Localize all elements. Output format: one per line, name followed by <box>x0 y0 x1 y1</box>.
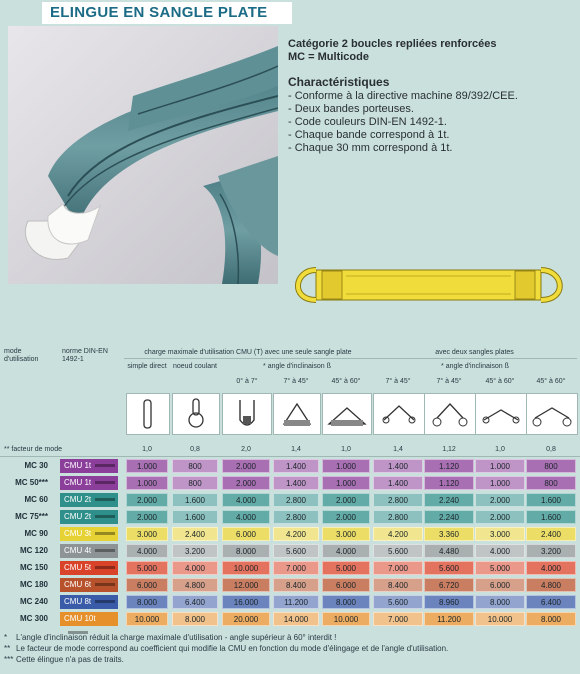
table-cell: 11.200 <box>273 595 319 609</box>
factor-value: 0,8 <box>546 446 556 453</box>
stripe-marker <box>95 464 115 467</box>
mode-label: mode d'utilisation <box>4 348 39 363</box>
table-cell: 8.000 <box>126 595 168 609</box>
table-cell: 8.960 <box>424 595 474 609</box>
color-code-badge <box>60 578 118 592</box>
table-cell: 8.000 <box>222 544 270 558</box>
table-cell: 800 <box>526 476 576 490</box>
table-cell: 12.000 <box>222 578 270 592</box>
two-leg-wide-choker-icon <box>526 393 578 435</box>
table-cell: 2.800 <box>273 493 319 507</box>
row-model-name: MC 120 <box>19 546 48 555</box>
table-cell: 8.400 <box>373 578 423 592</box>
color-code-label: CMU 4t <box>64 546 92 555</box>
stripe-marker <box>95 498 115 501</box>
table-divider <box>0 456 580 457</box>
table-cell: 5.600 <box>373 595 423 609</box>
factor-value: 1,12 <box>442 446 456 453</box>
row-model-name: MC 240 <box>19 597 48 606</box>
simple-direct-icon <box>126 393 170 435</box>
table-cell: 20.000 <box>222 612 270 626</box>
table-cell: 800 <box>172 476 218 490</box>
table-cell: 4.000 <box>222 510 270 524</box>
table-cell: 4.200 <box>273 527 319 541</box>
table-cell: 3.200 <box>526 544 576 558</box>
factor-value: 1,0 <box>341 446 351 453</box>
table-cell: 10.000 <box>222 561 270 575</box>
stripe-marker <box>95 600 115 603</box>
row-model-name: MC 300 <box>19 614 48 623</box>
factor-value: 1,4 <box>291 446 301 453</box>
color-code-label: CMU 1t <box>64 461 92 470</box>
table-cell: 2.000 <box>222 476 270 490</box>
table-cell: 2.800 <box>273 510 319 524</box>
table-cell: 4.000 <box>526 561 576 575</box>
table-cell: 10.000 <box>475 612 525 626</box>
color-code-label: CMU 2t <box>64 512 92 521</box>
single-sling-header: charge maximale d'utilisation CMU (T) avec une seule sangle plate <box>144 349 352 356</box>
table-cell: 2.000 <box>126 493 168 507</box>
color-code-label: CMU 10t <box>64 614 96 623</box>
table-cell: 2.000 <box>126 510 168 524</box>
table-cell: 1.000 <box>126 459 168 473</box>
characteristic-item: - Conforme à la directive machine 89/392/CEE. <box>288 90 518 102</box>
basket-wide-angle-icon <box>322 393 372 435</box>
angle-label: 7° à 45° <box>385 378 411 385</box>
header-divider <box>124 358 577 359</box>
angle-label: 0° à 7° <box>236 378 258 385</box>
table-cell: 5.600 <box>273 544 319 558</box>
title-banner <box>42 2 292 24</box>
color-code-label: CMU 8t <box>64 597 92 606</box>
table-cell: 2.000 <box>475 510 525 524</box>
characteristics-list <box>288 90 573 155</box>
table-cell: 5.000 <box>475 561 525 575</box>
norme-label: norme DIN-EN 1492-1 <box>62 348 108 363</box>
table-cell: 3.360 <box>424 527 474 541</box>
color-code-label: CMU 3t <box>64 529 92 538</box>
yellow-sling-drawing <box>286 262 571 308</box>
table-row <box>0 509 580 525</box>
col-noeud-coulant: noeud coulant <box>173 363 217 370</box>
multicode-text: MC = Multicode <box>288 51 369 63</box>
category-text: Catégorie 2 boucles repliées renforcées <box>288 38 497 50</box>
angle-label: 7° à 45° <box>436 378 462 385</box>
table-cell: 1.600 <box>172 493 218 507</box>
color-code-badge <box>60 459 118 473</box>
col-simple-direct: simple direct <box>127 363 167 370</box>
table-cell: 1.400 <box>273 476 319 490</box>
stripe-marker <box>95 583 115 586</box>
table-cell: 1.000 <box>322 476 370 490</box>
table-cell: 2.000 <box>322 493 370 507</box>
color-code-badge <box>60 561 118 575</box>
table-cell: 1.400 <box>373 476 423 490</box>
table-cell: 2.800 <box>373 510 423 524</box>
two-leg-icon <box>373 393 425 435</box>
factor-value: 0,8 <box>190 446 200 453</box>
characteristic-item: - Chaque bande correspond à 1t. <box>288 129 450 141</box>
table-cell: 4.800 <box>172 578 218 592</box>
table-cell: 14.000 <box>273 612 319 626</box>
color-code-badge <box>60 527 118 541</box>
table-cell: 1.000 <box>322 459 370 473</box>
sling-photo-illustration <box>8 26 278 284</box>
stripe-marker <box>95 549 115 552</box>
table-cell: 2.000 <box>222 459 270 473</box>
table-cell: 1.600 <box>172 510 218 524</box>
info-block <box>288 38 573 155</box>
table-cell: 1.400 <box>273 459 319 473</box>
table-cell: 8.400 <box>273 578 319 592</box>
table-cell: 6.000 <box>322 578 370 592</box>
angle-header-single: * angle d'inclinaison ß <box>263 363 331 370</box>
table-cell: 4.000 <box>172 561 218 575</box>
row-model-name: MC 180 <box>19 580 48 589</box>
stripe-marker <box>95 515 115 518</box>
table-row <box>0 611 580 627</box>
table-cell: 1.000 <box>126 476 168 490</box>
two-leg-wide-icon <box>475 393 527 435</box>
table-cell: 16.000 <box>222 595 270 609</box>
factor-label: ** facteur de mode <box>4 446 62 453</box>
row-model-name: MC 50*** <box>15 478 48 487</box>
row-model-name: MC 75*** <box>15 512 48 521</box>
footnote: * L'angle d'inclinaison réduit la charge maximale d'utilisation - angle supérieur à 60° interdit ! <box>4 633 337 642</box>
table-cell: 2.240 <box>424 510 474 524</box>
footnote: *** Cette élingue n'a pas de traits. <box>4 655 124 664</box>
page-title: ELINGUE EN SANGLE PLATE <box>50 4 268 21</box>
factor-value: 2,0 <box>241 446 251 453</box>
factor-value: 1,0 <box>142 446 152 453</box>
table-cell: 2.000 <box>475 493 525 507</box>
footnote: ** Le facteur de mode correspond au coefficient qui modifie la CMU en fonction du mode d'élingage et de l'angle d'utilisation. <box>4 644 449 653</box>
choker-hitch-icon <box>172 393 220 435</box>
basket-angle-icon <box>273 393 321 435</box>
color-code-badge <box>60 595 118 609</box>
angle-label: 7° à 45° <box>283 378 309 385</box>
table-cell: 1.000 <box>475 459 525 473</box>
table-cell: 800 <box>172 459 218 473</box>
table-cell: 2.400 <box>172 527 218 541</box>
row-model-name: MC 150 <box>19 563 48 572</box>
table-cell: 800 <box>526 459 576 473</box>
table-cell: 4.200 <box>373 527 423 541</box>
table-cell: 6.400 <box>172 595 218 609</box>
characteristic-item: - Code couleurs DIN-EN 1492-1. <box>288 116 447 128</box>
double-sling-header: avec deux sangles plates <box>435 349 514 356</box>
table-cell: 5.600 <box>373 544 423 558</box>
table-cell: 5.600 <box>424 561 474 575</box>
color-code-badge <box>60 544 118 558</box>
characteristics-heading: Charactéristiques <box>288 75 390 89</box>
table-cell: 5.000 <box>322 561 370 575</box>
two-leg-choker-icon <box>424 393 476 435</box>
table-cell: 7.000 <box>273 561 319 575</box>
table-cell: 8.000 <box>322 595 370 609</box>
table-cell: 3.200 <box>172 544 218 558</box>
table-cell: 7.000 <box>373 561 423 575</box>
table-cell: 1.120 <box>424 459 474 473</box>
table-cell: 5.000 <box>126 561 168 575</box>
table-cell: 4.000 <box>322 544 370 558</box>
color-code-label: CMU 1t <box>64 478 92 487</box>
table-cell: 2.400 <box>526 527 576 541</box>
table-row <box>0 543 580 559</box>
table-cell: 11.200 <box>424 612 474 626</box>
color-code-label: CMU 5t <box>64 563 92 572</box>
table-cell: 1.000 <box>475 476 525 490</box>
table-row <box>0 560 580 576</box>
color-code-badge <box>60 612 118 626</box>
table-row <box>0 458 580 474</box>
characteristic-item: - Chaque 30 mm correspond à 1t. <box>288 142 453 154</box>
table-cell: 1.120 <box>424 476 474 490</box>
table-cell: 6.000 <box>475 578 525 592</box>
table-cell: 1.600 <box>526 510 576 524</box>
table-cell: 3.000 <box>475 527 525 541</box>
table-cell: 10.000 <box>322 612 370 626</box>
color-code-badge <box>60 510 118 524</box>
basket-vertical-icon <box>222 393 272 435</box>
factor-value: 1,0 <box>495 446 505 453</box>
table-cell: 3.000 <box>322 527 370 541</box>
color-code-badge <box>60 493 118 507</box>
color-code-label: CMU 6t <box>64 580 92 589</box>
row-model-name: MC 30 <box>24 461 48 470</box>
table-cell: 6.000 <box>126 578 168 592</box>
table-cell: 6.400 <box>526 595 576 609</box>
table-cell: 6.720 <box>424 578 474 592</box>
row-model-name: MC 60 <box>24 495 48 504</box>
table-cell: 8.000 <box>172 612 218 626</box>
stripe-marker <box>95 532 115 535</box>
factor-value: 1,4 <box>393 446 403 453</box>
table-cell: 8.000 <box>526 612 576 626</box>
table-cell: 2.800 <box>373 493 423 507</box>
table-cell: 2.240 <box>424 493 474 507</box>
angle-header-double: * angle d'inclinaison ß <box>441 363 509 370</box>
footnotes <box>4 632 574 665</box>
table-row <box>0 475 580 491</box>
table-cell: 7.000 <box>373 612 423 626</box>
table-cell: 2.000 <box>322 510 370 524</box>
angle-label: 45° à 60° <box>536 378 566 385</box>
angle-label: 45° à 60° <box>485 378 515 385</box>
table-cell: 4.800 <box>526 578 576 592</box>
stripe-marker <box>95 566 115 569</box>
table-row <box>0 594 580 610</box>
color-code-badge <box>60 476 118 490</box>
row-model-name: MC 90 <box>24 529 48 538</box>
stripe-marker <box>95 481 115 484</box>
angle-label: 45° à 60° <box>331 378 361 385</box>
table-cell: 4.000 <box>475 544 525 558</box>
table-cell: 4.000 <box>126 544 168 558</box>
table-cell: 3.000 <box>126 527 168 541</box>
table-cell: 10.000 <box>126 612 168 626</box>
color-code-label: CMU 2t <box>64 495 92 504</box>
table-cell: 8.000 <box>475 595 525 609</box>
characteristic-item: - Deux bandes porteuses. <box>288 103 414 115</box>
table-cell: 1.600 <box>526 493 576 507</box>
table-row <box>0 577 580 593</box>
table-cell: 4.000 <box>222 493 270 507</box>
table-row <box>0 492 580 508</box>
product-photo <box>8 26 278 284</box>
table-row <box>0 526 580 542</box>
table-cell: 1.400 <box>373 459 423 473</box>
table-cell: 6.000 <box>222 527 270 541</box>
table-cell: 4.480 <box>424 544 474 558</box>
